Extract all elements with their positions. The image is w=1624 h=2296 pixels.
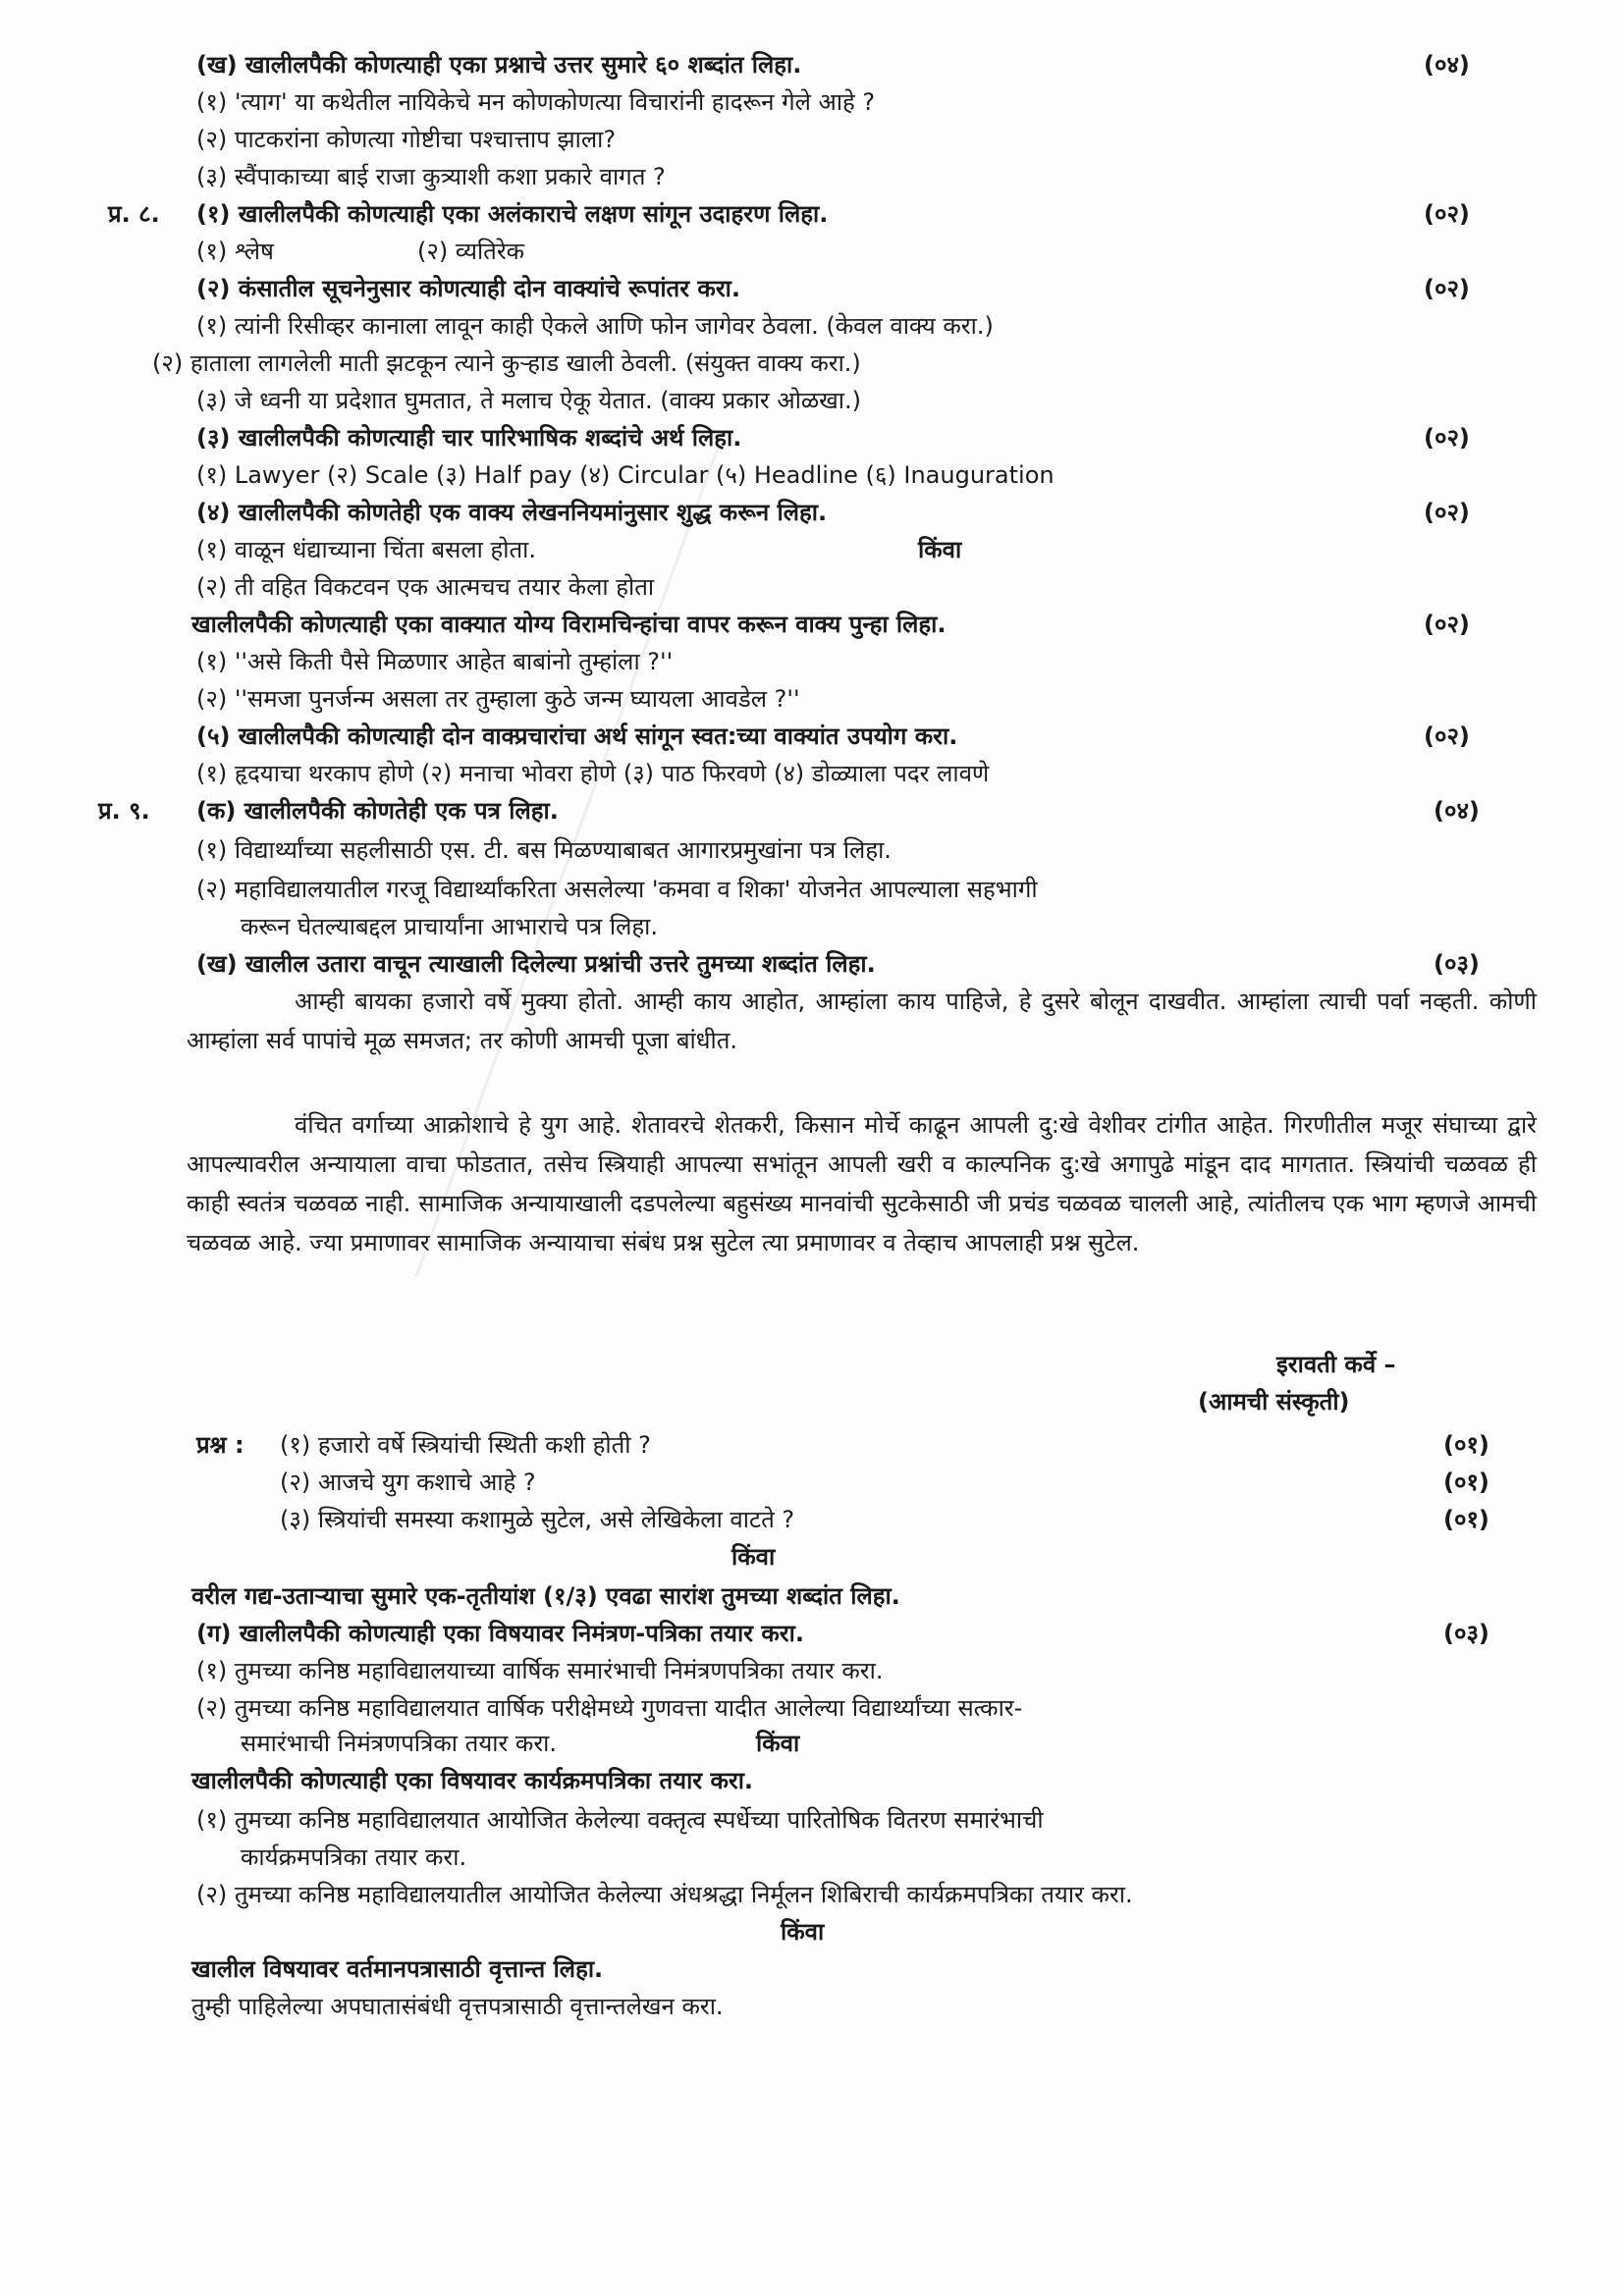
passage-question-1: (१) हजारो वर्षे स्त्रियांची स्थिती कशी होती ? [280, 1431, 651, 1459]
q8-part1-marks: (०२) [1424, 200, 1470, 228]
news-heading: खालील विषयावर वर्तमानपत्रासाठी वृत्तान्त लिहा. [191, 1955, 604, 1983]
q9-ka-item-1: (१) विद्यार्थ्यांच्या सहलीसाठी एस. टी. बस मिळण्याबाबत आगारप्रमुखांना पत्र लिहा. [196, 836, 892, 864]
q7-kha-item-1: (१) 'त्याग' या कथेतील नायिकेचे मन कोणकोणत्या विचारांनी हादरून गेले आहे ? [196, 88, 876, 116]
q9-ga-item-2b: समारंभाची निमंत्रणपत्रिका तयार करा. [241, 1730, 557, 1757]
q8-part3-terms: (१) Lawyer (२) Scale (३) Half pay (४) Circular (५) Headline (६) Inauguration [196, 461, 1055, 489]
q8-part5-marks: (०२) [1424, 722, 1470, 750]
passage-question-2: (२) आजचे युग कशाचे आहे ? [280, 1468, 536, 1496]
questions-label: प्रश्न : [196, 1431, 244, 1459]
q8-part4b-item-2: (२) ''समजा पुनर्जन्म असला तर तुम्हाला कुठे जन्म घ्यायला आवडेल ?'' [196, 685, 800, 713]
news-item: तुम्ही पाहिलेल्या अपघातासंबंधी वृत्तपत्रासाठी वृत्तान्तलेखन करा. [191, 1993, 724, 2020]
q8-part2-marks: (०२) [1424, 275, 1470, 302]
q9-ga-heading: (ग) खालीलपैकी कोणत्याही एका विषयावर निमंत्रण-पत्रिका तयार करा. [196, 1620, 804, 1647]
q8-part5-options: (१) हृदयाचा थरकाप होणे (२) मनाचा भोवरा होणे (३) पाठ फिरवणे (४) डोळ्याला पदर लावणे [196, 760, 990, 787]
passage-question-3: (३) स्त्रियांची समस्या कशामुळे सुटेल, असे लेखिकेला वाटते ? [280, 1506, 795, 1533]
q7-kha-marks: (०४) [1424, 51, 1470, 79]
q9-ga-item-1: (१) तुमच्या कनिष्ठ महाविद्यालयाच्या वार्षिक समारंभाची निमंत्रणपत्रिका तयार करा. [196, 1657, 884, 1684]
program-item-1b: कार्यक्रमपत्रिका तयार करा. [241, 1843, 467, 1871]
q8-part1-option-2: (२) व्यतिरेक [417, 238, 525, 265]
q8-part3-marks: (०२) [1424, 424, 1470, 452]
passage-paragraph-1: आम्ही बायका हजारो वर्षे मुक्या होतो. आम्ही काय आहोत, आम्हांला काय पाहिजे, हे दुसरे बोलून दाखवीत. आम्हांला त्याची पर्वा नव्हती. कोणी आम्हांला सर्व पापांचे मूळ समजत; तर कोणी आमची पूजा बांधीत. [187, 988, 1537, 1054]
q9-kha-marks: (०३) [1434, 950, 1480, 978]
q9-ga-marks: (०३) [1443, 1620, 1489, 1647]
passage-paragraph-2: वंचित वर्गाच्या आक्रोशाचे हे युग आहे. शेतावरचे शेतकरी, किसान मोर्चे काढून आपली दु:खे वेशीवर टांगीत आहेत. गिरणीतील मजूर संघाच्या द्वारे आपल्यावरील अन्यायाला वाचा फोडतात, तसेच स्त्रियाही आपल्या सभांतून आपली खरी व काल्पनिक दु:खे अगापुढे मांडून दाद मागतात. स्त्रियांची चळवळ ही काही स्वतंत्र चळवळ नाही. सामाजिक अन्यायाखाली दडपलेल्या बहुसंख्य मानवांची सुटकेसाठी जी प्रचंड चळवळ चालली आहे, त्यांतीलच एक भाग म्हणजे आमची चळवळ आहे. ज्या प्रमाणावर सामाजिक अन्यायाचा संबंध प्रश्न सुटेल त्या प्रमाणावर व तेव्हाच आपलाही प्रश्न सुटेल. [187, 1111, 1537, 1256]
q8-part2-item-1: (१) त्यांनी रिसीव्हर कानाला लावून काही ऐकले आणि फोन जागेवर ठेवला. (केवल वाक्य करा.) [196, 312, 994, 340]
q8-part2-item-3: (३) जे ध्वनी या प्रदेशात घुमतात, ते मलाच ऐकू येतात. (वाक्य प्रकार ओळखा.) [196, 387, 861, 414]
q8-part4b-item-1: (१) ''असे किती पैसे मिळणार आहेत बाबांनो तुम्हांला ?'' [196, 648, 674, 675]
q8-part4-item-1: (१) वाळून धंद्याच्याना चिंता बसला होता. [196, 536, 536, 563]
q8-part3-heading: (३) खालीलपैकी कोणत्याही चार पारिभाषिक शब्दांचे अर्थ लिहा. [196, 424, 742, 452]
q8-part4b-marks: (०२) [1424, 611, 1470, 638]
q9-ka-item-2a: (२) महाविद्यालयातील गरजू विद्यार्थ्यांकरिता असलेल्या 'कमवा व शिका' योजनेत आपल्याला सहभागी [196, 876, 1038, 903]
passage-source: (आमची संस्कृती) [1198, 1388, 1350, 1415]
q8-part5-heading: (५) खालीलपैकी कोणत्याही दोन वाक्प्रचारांचा अर्थ सांगून स्वत:च्या वाक्यांत उपयोग करा. [196, 722, 958, 750]
q9-ka-heading: (क) खालीलपैकी कोणतेही एक पत्र लिहा. [196, 797, 559, 825]
q8-part1-heading: (१) खालीलपैकी कोणत्याही एका अलंकाराचे लक्षण सांगून उदाहरण लिहा. [196, 200, 829, 228]
q8-part4-or: किंवा [918, 536, 962, 563]
q7-kha-heading: (ख) खालीलपैकी कोणत्याही एका प्रश्नाचे उत्तर सुमारे ६० शब्दांत लिहा. [196, 51, 802, 79]
q8-part4b-heading: खालीलपैकी कोणत्याही एका वाक्यात योग्य विरामचिन्हांचा वापर करून वाक्य पुन्हा लिहा. [191, 611, 947, 638]
q9-ga-or-2: किंवा [781, 1918, 825, 1946]
q8-part4-heading: (४) खालीलपैकी कोणतेही एक वाक्य लेखननियमांनुसार शुद्ध करून लिहा. [196, 499, 828, 526]
passage-question-3-marks: (०१) [1443, 1506, 1489, 1533]
program-item-1a: (१) तुमच्या कनिष्ठ महाविद्यालयात आयोजित केलेल्या वक्तृत्व स्पर्धेच्या पारितोषिक वितरण समारंभाची [196, 1806, 1044, 1834]
passage-question-1-marks: (०१) [1443, 1431, 1489, 1459]
q8-number: प्र. ८. [108, 200, 160, 228]
q9-ka-item-2b: करून घेतल्याबद्दल प्राचार्यांना आभाराचे पत्र लिहा. [241, 913, 658, 940]
q9-number: प्र. ९. [98, 797, 150, 825]
passage-author: इरावती कर्वे – [1276, 1351, 1396, 1378]
q8-part4-marks: (०२) [1424, 499, 1470, 526]
q9-ka-marks: (०४) [1434, 797, 1480, 825]
program-item-2: (२) तुमच्या कनिष्ठ महाविद्यालयातील आयोजित केलेल्या अंधश्रद्धा निर्मूलन शिबिराची कार्यक्रमपत्रिका तयार करा. [196, 1881, 1133, 1908]
kha-or: किंवा [731, 1543, 776, 1571]
q7-kha-item-2: (२) पाटकरांना कोणत्या गोष्टीचा पश्चात्ताप झाला? [196, 126, 617, 153]
q8-part2-item-2: (२) हाताला लागलेली माती झटकून त्याने कुऱ्हाड खाली ठेवली. (संयुक्त वाक्य करा.) [152, 349, 861, 377]
q8-part4-item-2: (२) ती वहित विकटवन एक आत्मचच तयार केला होता [196, 573, 655, 601]
summary-instruction: वरील गद्य-उताऱ्याचा सुमारे एक-तृतीयांश (१/३) एवढा सारांश तुमच्या शब्दांत लिहा. [191, 1582, 900, 1610]
q8-part1-option-1: (१) श्लेष [196, 238, 274, 265]
q7-kha-item-3: (३) स्वैंपाकाच्या बाई राजा कुत्र्याशी कशा प्रकारे वागत ? [196, 163, 666, 190]
q9-kha-heading: (ख) खालील उतारा वाचून त्याखाली दिलेल्या प्रश्नांची उत्तरे तुमच्या शब्दांत लिहा. [196, 950, 876, 978]
q9-ga-or-1: किंवा [756, 1730, 800, 1757]
program-heading: खालीलपैकी कोणत्याही एका विषयावर कार्यक्रमपत्रिका तयार करा. [191, 1767, 754, 1794]
q9-ga-item-2a: (२) तुमच्या कनिष्ठ महाविद्यालयात वार्षिक परीक्षेमध्ये गुणवत्ता यादीत आलेल्या विद्यार्थ्यांच्या सत्कार- [196, 1694, 1023, 1722]
q8-part2-heading: (२) कंसातील सूचनेनुसार कोणत्याही दोन वाक्यांचे रूपांतर करा. [196, 275, 740, 302]
passage-question-2-marks: (०१) [1443, 1468, 1489, 1496]
